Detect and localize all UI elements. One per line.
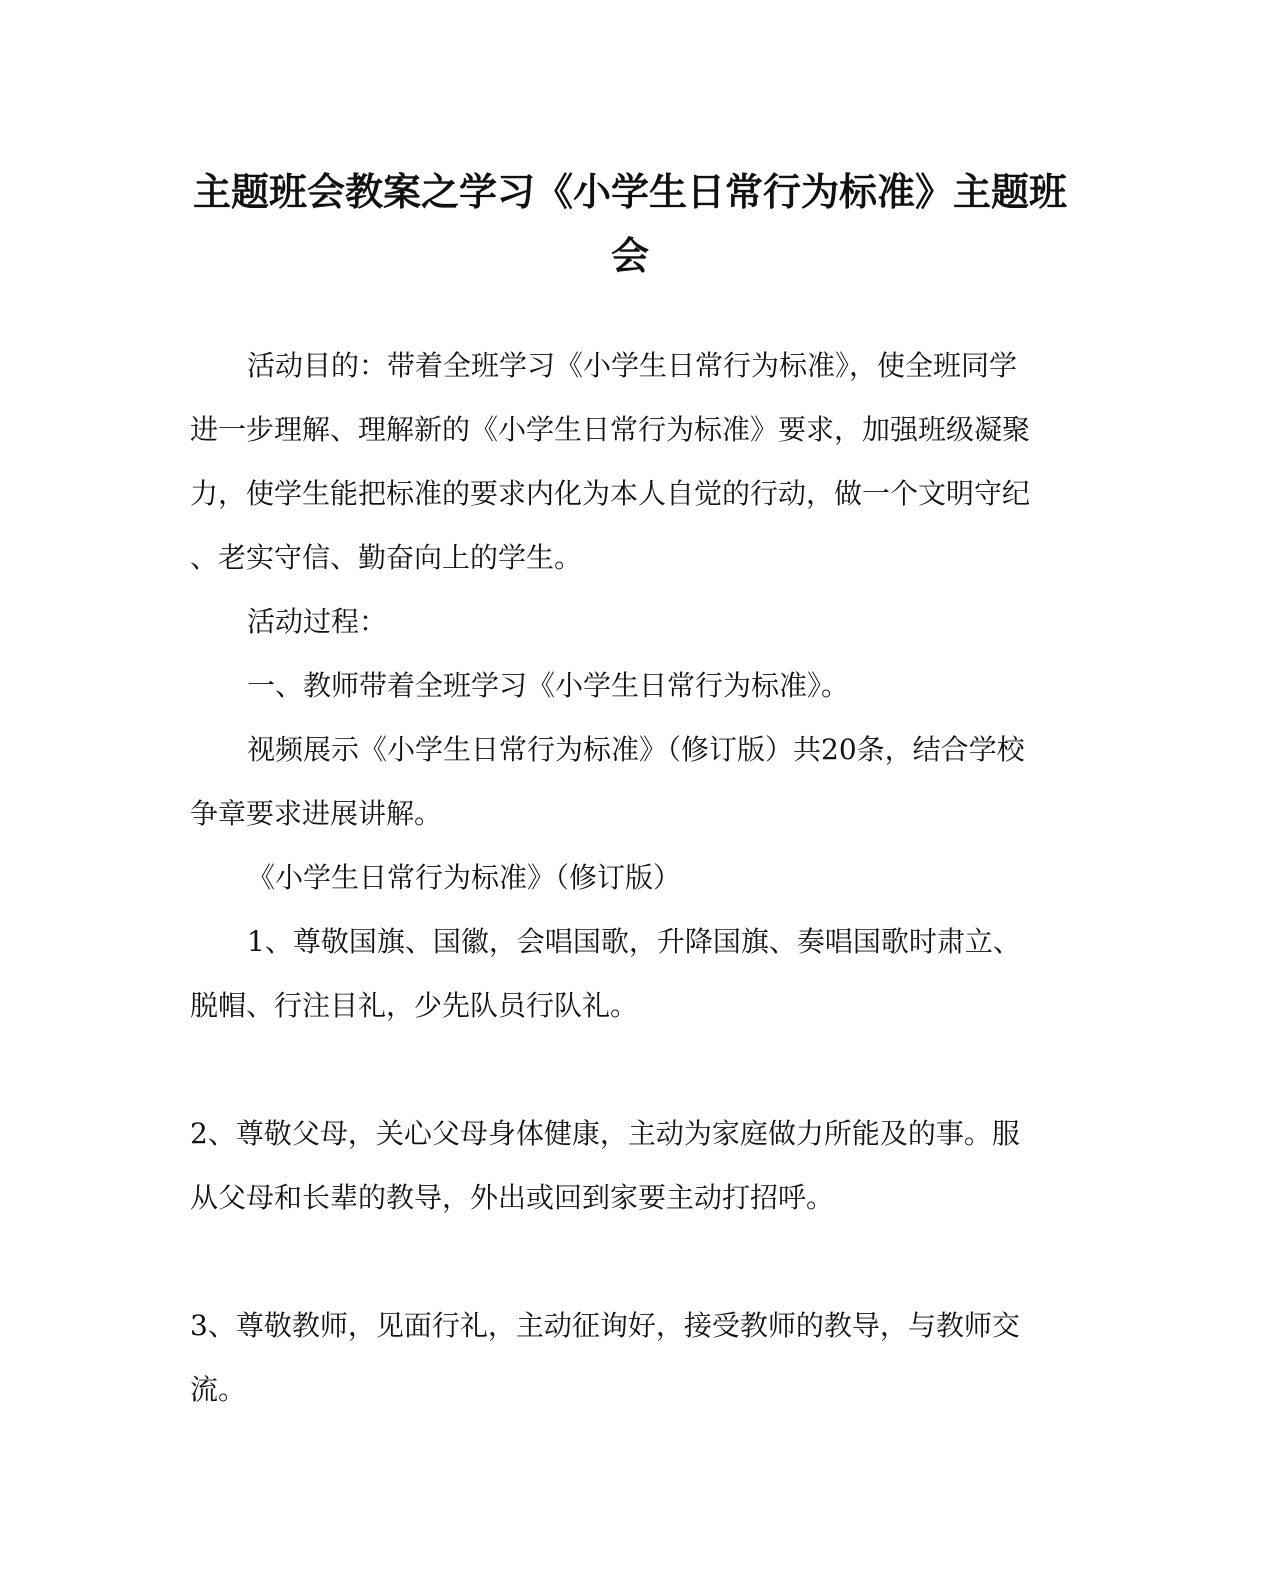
standards-subtitle: 《小学生日常行为标准》（修订版） <box>247 861 682 894</box>
section-one-heading: 一、教师带着全班学习《小学生日常行为标准》。 <box>247 669 850 702</box>
purpose-paragraph-line-3: 力，使学生能把标准的要求内化为本人自觉的行动，做一个文明守纪 <box>190 477 1031 510</box>
rule-2-line-1: 2、尊敬父母，关心父母身体健康，主动为家庭做力所能及的事。服 <box>190 1117 1020 1150</box>
process-heading: 活动过程： <box>247 605 388 638</box>
rule-1-line-1: 1、尊敬国旗、国徽，会唱国歌，升降国旗、奏唱国歌时肃立、 <box>247 925 1021 958</box>
rule-2-line-2: 从父母和长辈的教导，外出或回到家要主动打招呼。 <box>190 1181 835 1214</box>
rule-3-line-1: 3、尊敬教师，见面行礼，主动征询好，接受教师的教导，与教师交 <box>190 1309 1020 1342</box>
document-title-line-1: 主题班会教案之学习《小学生日常行为标准》主题班 <box>192 170 1067 214</box>
purpose-paragraph-line-4: 、老实守信、勤奋向上的学生。 <box>190 541 583 574</box>
rule-1-line-2: 脱帽、行注目礼，少先队员行队礼。 <box>190 989 639 1022</box>
purpose-paragraph-line-2: 进一步理解、理解新的《小学生日常行为标准》要求，加强班级凝聚 <box>190 413 1031 446</box>
purpose-paragraph-line-1: 活动目的：带着全班学习《小学生日常行为标准》，使全班同学 <box>247 349 1018 382</box>
document-title-line-2: 会 <box>610 234 649 278</box>
video-paragraph-line-2: 争章要求进展讲解。 <box>190 797 443 830</box>
video-paragraph-line-1: 视频展示《小学生日常行为标准》（修订版）共20条，结合学校 <box>247 733 1025 766</box>
rule-3-line-2: 流。 <box>190 1373 247 1406</box>
